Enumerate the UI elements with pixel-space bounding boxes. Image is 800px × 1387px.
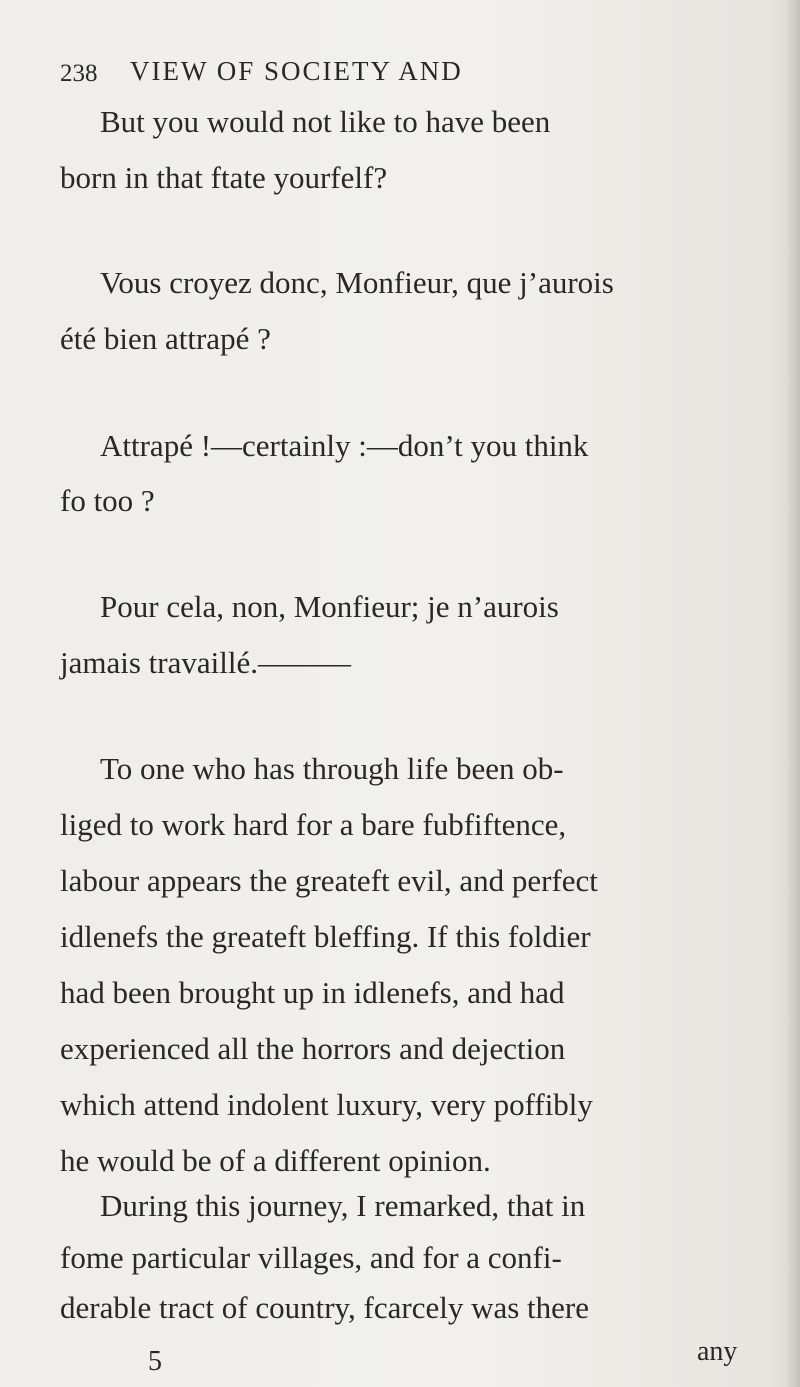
text-line: jamais travaillé.———: [60, 645, 351, 680]
text-line: Attrapé !—certainly :—don’t you think: [100, 428, 589, 463]
text-line: But you would not like to have been: [100, 104, 551, 139]
running-header: [60, 56, 720, 96]
text-line: which attend indolent luxury, very poffibly: [60, 1087, 593, 1122]
text-line: liged to work hard for a bare fubfiftence,: [60, 807, 567, 842]
text-line: experienced all the horrors and dejection: [60, 1031, 566, 1066]
text-line: idlenefs the greateft bleffing. If this foldier: [60, 919, 591, 954]
page-number: 238: [60, 60, 98, 87]
text-line: été bien attrapé ?: [60, 321, 271, 356]
text-line-last: derable tract of country, fcarcely was there: [60, 1290, 589, 1325]
text-line: fo too ?: [60, 483, 155, 518]
text-line: labour appears the greateft evil, and perfect: [60, 863, 598, 898]
running-title: VIEW OF SOCIETY AND: [130, 56, 463, 86]
page-edge-shadow: [786, 0, 800, 1387]
text-line: born in that ftate yourfelf?: [60, 160, 388, 195]
text-line: Pour cela, non, Monfieur; je n’aurois: [100, 589, 559, 624]
signature-mark: 5: [148, 1346, 162, 1377]
catchword: any: [697, 1336, 738, 1367]
text-line: Vous croyez donc, Monfieur, que j’aurois: [100, 265, 614, 300]
text-line: During this journey, I remarked, that in: [100, 1188, 586, 1223]
text-line: had been brought up in idlenefs, and had: [60, 975, 565, 1010]
text-line: fome particular villages, and for a confi-: [60, 1240, 562, 1275]
text-line: To one who has through life been ob-: [100, 751, 564, 786]
text-line: he would be of a different opinion.: [60, 1143, 491, 1178]
